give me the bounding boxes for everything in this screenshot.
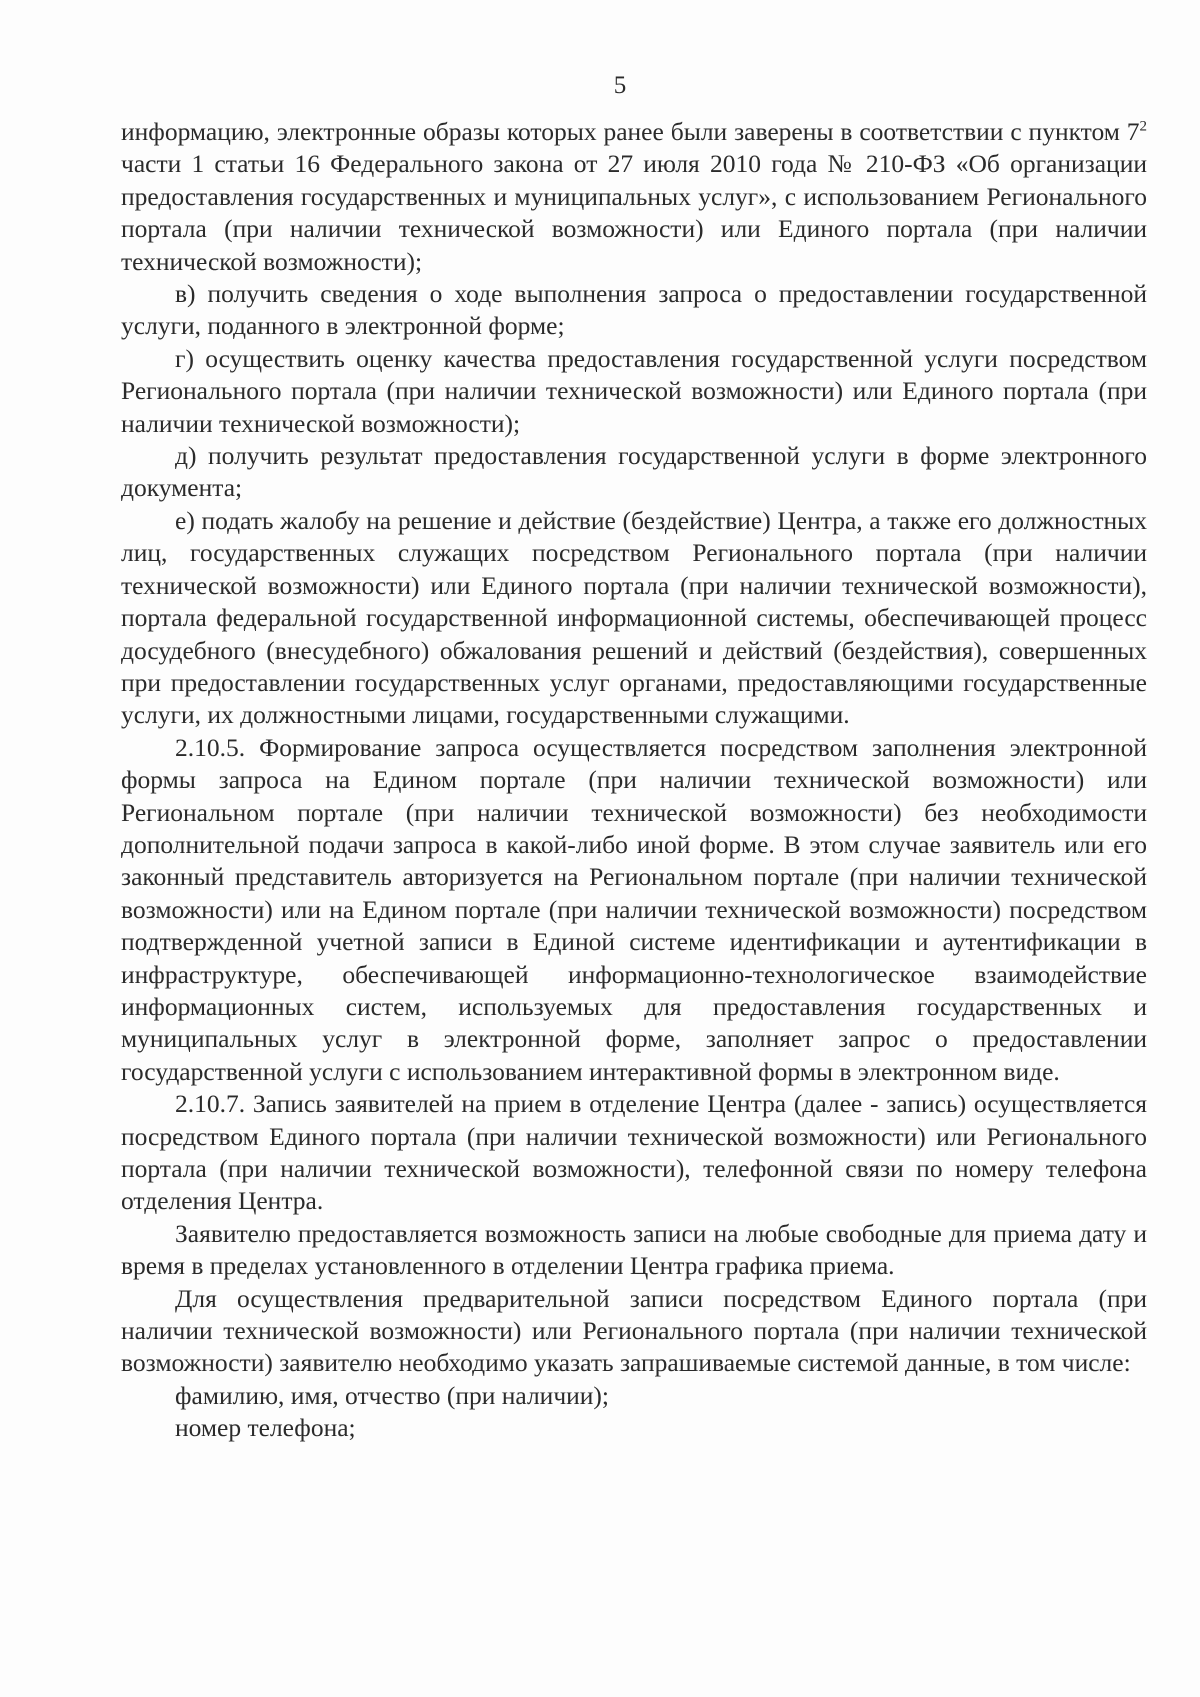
list-item-full-name: фамилию, имя, отчество (при наличии); — [175, 1380, 610, 1410]
list-item-phone: номер телефона; — [175, 1413, 356, 1443]
clause-2-10-7: 2.10.7. Запись заявителей на прием в отделение Центра (далее - запись) осуществляется посредством Единого портала (при наличии технической возможности) или Регионального портала (при наличии технической возможности), телефонной связи по номеру телефона отделения Центра. — [121, 1089, 1147, 1216]
document-body — [121, 116, 1147, 1445]
list-item-e: е) подать жалобу на решение и действие (бездействие) Центра, а также его должностных лиц, государственных служащих посредством Регионального портала (при наличии технической возможности) или Единого портала (при наличии технической возможности), портала федеральной государственной информационной системы, обеспечивающей процесс досудебного (внесудебного) обжалования решений и действий (бездействия), совершенных при предоставлении государственных услуг органами, предоставляющими государственные услуги, их должностными лицами, государственными служащими. — [121, 505, 1147, 730]
paragraph-text-part: части 1 статьи 16 Федерального закона от 27 июля 2010 года № 210-ФЗ «Об организации предоставления государственных и муниципальных услуг», с использованием Регионального портала (при наличии технической возможности) или Единого портала (при наличии технической возможности); — [121, 149, 1147, 276]
clause-2-10-5: 2.10.5. Формирование запроса осуществляется посредством заполнения электронной формы запроса на Едином портале (при наличии технической возможности) или Региональном портале (при наличии технической возможности) без необходимости дополнительной подачи запроса в какой-либо иной форме. В этом случае заявитель или его законный представитель авторизуется на Региональном портале (при наличии технической возможности) или на Едином портале (при наличии технической возможности) посредством подтвержденной учетной записи в Единой системе идентификации и аутентификации в инфраструктуре, обеспечивающей информационно-технологическое взаимодействие информационных систем, используемых для предоставления государственных и муниципальных услуг в электронной форме, заполняет запрос о предоставлении государственной услуги с использованием интерактивной формы в электронном виде. — [121, 732, 1147, 1086]
list-item-v: в) получить сведения о ходе выполнения запроса о предоставлении государственной услуги, поданного в электронной форме; — [121, 279, 1147, 341]
list-item-g: г) осуществить оценку качества предоставления государственной услуги посредством Регионального портала (при наличии технической возможности) или Единого портала (при наличии технической возможности); — [121, 343, 1147, 438]
paragraph-continuation — [121, 116, 1147, 278]
paragraph-text-part: информацию, электронные образы которых ранее были заверены в соответствии с пунктом 7 — [121, 117, 1140, 146]
paragraph-required-data: Для осуществления предварительной записи посредством Единого портала (при наличии технической возможности) или Регионального портала (при наличии технической возможности) заявителю необходимо указать запрашиваемые системой данные, в том числе: — [121, 1283, 1147, 1378]
superscript: 2 — [1139, 118, 1147, 135]
list-item-d: д) получить результат предоставления государственной услуги в форме электронного документа; — [121, 441, 1147, 503]
paragraph-appointment-options: Заявителю предоставляется возможность записи на любые свободные для приема дату и время в пределах установленного в отделении Центра графика приема. — [121, 1218, 1147, 1281]
page-number: 5 — [613, 72, 627, 99]
